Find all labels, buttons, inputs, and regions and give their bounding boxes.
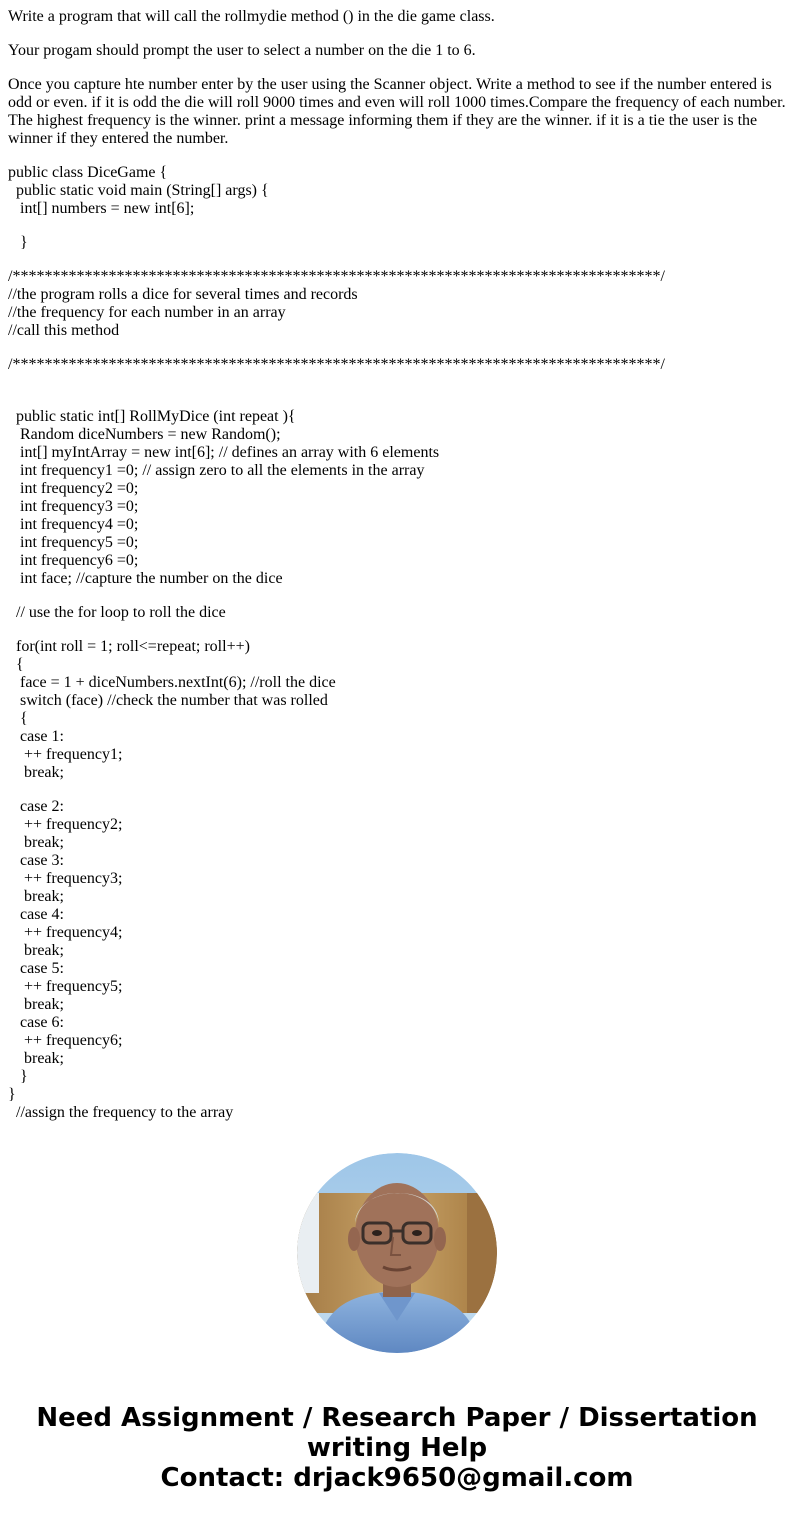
banner-line-1: Need Assignment / Research Paper / Dissertation [36, 1403, 758, 1433]
author-photo [297, 1153, 497, 1353]
code-line: case 6: [8, 1014, 64, 1031]
code-line: { [8, 656, 24, 673]
code-line: break; [8, 888, 64, 905]
code-line: break; [8, 834, 64, 851]
code-line: case 3: [8, 852, 64, 869]
code-line: ++ frequency6; [8, 1032, 123, 1049]
code-line: ++ frequency2; [8, 816, 123, 833]
code-line: //assign the frequency to the array [8, 1104, 234, 1121]
intro-paragraph-1: Write a program that will call the rollmydie method () in the die game class. [8, 8, 495, 25]
code-line: //the frequency for each number in an array [8, 304, 286, 321]
code-line: switch (face) //check the number that was rolled [8, 692, 328, 709]
code-line: ++ frequency3; [8, 870, 123, 887]
code-line: break; [8, 764, 64, 781]
code-line: break; [8, 996, 64, 1013]
code-line: // use the for loop to roll the dice [8, 604, 226, 621]
banner-line-2: writing Help [306, 1433, 488, 1463]
code-line: case 5: [8, 960, 64, 977]
code-line: { [8, 710, 28, 727]
code-line: for(int roll = 1; roll<=repeat; roll++) [8, 638, 250, 655]
code-line: } [8, 1086, 16, 1103]
code-line: public static int[] RollMyDice (int repeat ){ [8, 408, 296, 425]
code-line: case 2: [8, 798, 64, 815]
code-line: int frequency5 =0; [8, 534, 139, 551]
intro-paragraph-3: Once you capture hte number enter by the user using the Scanner object. Write a method to see if the number entered is odd or even. if it is odd the die will roll 9000 times and even will roll 1000 times.Compare the frequency of each number. The highest frequency is the winner. print a message informing them if they are the winner. if it is a tie the user is the winner if they entered the number. [8, 76, 790, 147]
intro-paragraph-2: Your progam should prompt the user to select a number on the die 1 to 6. [8, 42, 476, 59]
code-line: int frequency1 =0; // assign zero to all the elements in the array [8, 462, 425, 479]
code-line: ++ frequency1; [8, 746, 123, 763]
code-line: /*********************************************************************************/ [8, 356, 665, 373]
code-line: break; [8, 942, 64, 959]
banner-contact-line: Contact: drjack9650@gmail.com [160, 1463, 634, 1493]
contact-banner [0, 1403, 794, 1493]
code-line: break; [8, 1050, 64, 1067]
code-line: int face; //capture the number on the dice [8, 570, 283, 587]
code-line: int frequency2 =0; [8, 480, 139, 497]
code-line: public static void main (String[] args) { [8, 182, 269, 199]
code-line: Random diceNumbers = new Random(); [8, 426, 281, 443]
code-line: } [8, 1068, 28, 1085]
code-line: case 4: [8, 906, 64, 923]
code-line: int frequency6 =0; [8, 552, 139, 569]
code-line: face = 1 + diceNumbers.nextInt(6); //roll the dice [8, 674, 336, 691]
code-line: int frequency4 =0; [8, 516, 139, 533]
code-line: ++ frequency4; [8, 924, 123, 941]
code-line: } [8, 234, 28, 251]
author-photo-icon [297, 1153, 497, 1353]
code-line: /*********************************************************************************/ [8, 268, 665, 285]
code-line: //the program rolls a dice for several times and records [8, 286, 358, 303]
code-line: int[] myIntArray = new int[6]; // defines an array with 6 elements [8, 444, 440, 461]
code-line: int frequency3 =0; [8, 498, 139, 515]
code-line: public class DiceGame { [8, 164, 168, 181]
code-line: ++ frequency5; [8, 978, 123, 995]
code-line: case 1: [8, 728, 64, 745]
code-line: int[] numbers = new int[6]; [8, 200, 195, 217]
code-line: //call this method [8, 322, 120, 339]
